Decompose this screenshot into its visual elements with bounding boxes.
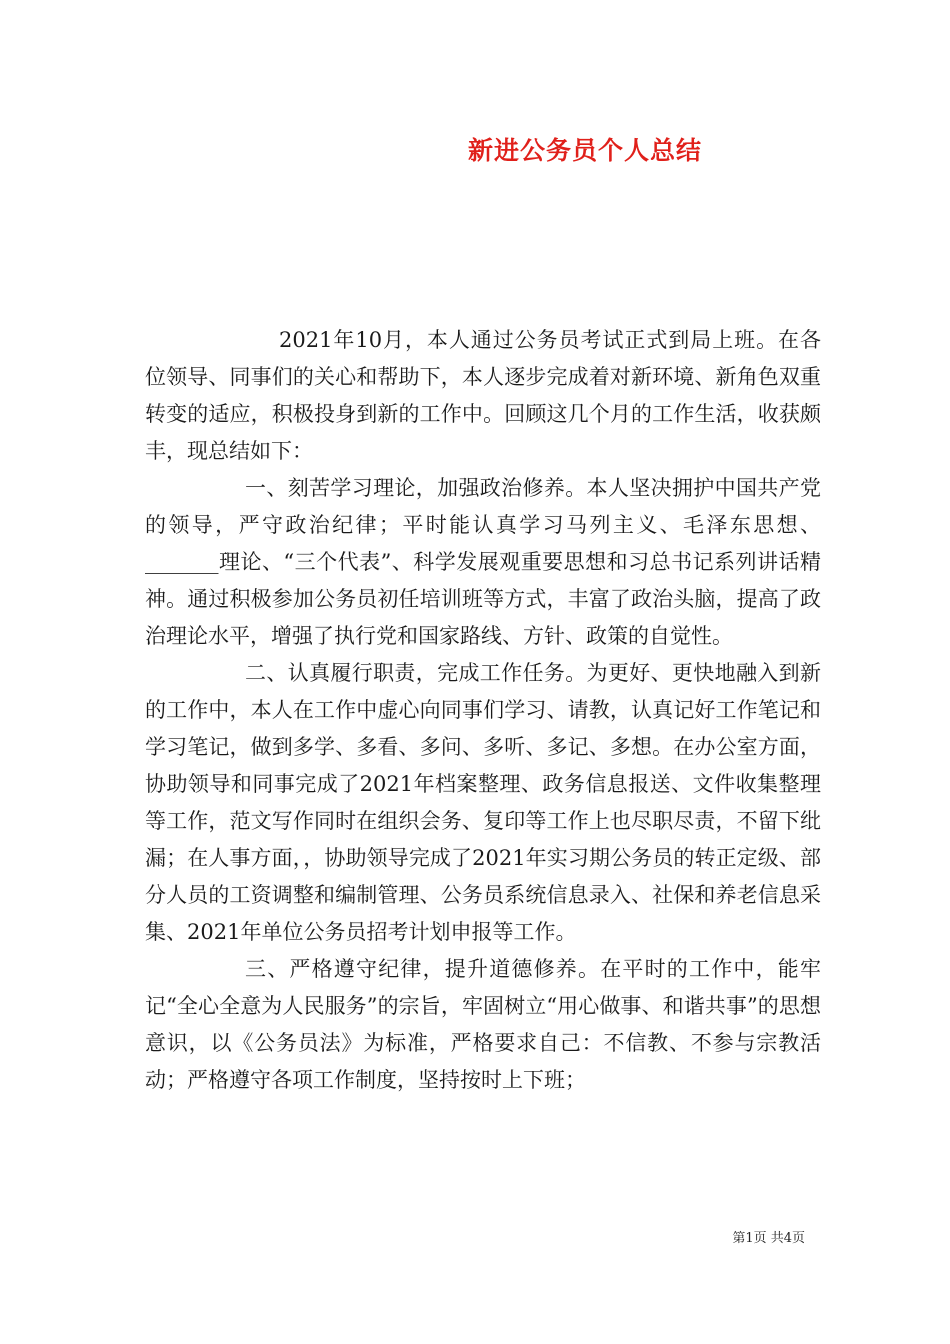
document-body bbox=[145, 322, 821, 1099]
paragraph-intro: 2021年10月，本人通过公务员考试正式到局上班。在各位领导、同事们的关心和帮助下，本人逐步完成着对新环境、新角色双重转变的适应，积极投身到新的工作中。回顾这几个月的工作生活，收获颇丰，现总结如下： bbox=[145, 328, 821, 463]
paragraph-section-1: 一、刻苦学习理论，加强政治修养。本人坚决拥护中国共产党的领导，严守政治纪律；平时能认真学习马列主义、毛泽东思想、_______理论、“三个代表”、科学发展观重要思想和习总书记系列讲话精神。通过积极参加公务员初任培训班等方式，丰富了政治头脑，提高了政治理论水平，增强了执行党和国家路线、方针、政策的自觉性。 bbox=[145, 476, 821, 648]
page-number-footer: 第1页 共4页 bbox=[732, 1231, 805, 1246]
paragraph-section-3: 三、严格遵守纪律，提升道德修养。在平时的工作中，能牢记“全心全意为人民服务”的宗旨，牢固树立“用心做事、和谐共事”的思想意识，以《公务员法》为标准，严格要求自己：不信教、不参与宗教活动；严格遵守各项工作制度，坚持按时上下班； bbox=[145, 957, 821, 1092]
document-title: 新进公务员个人总结 bbox=[467, 136, 702, 165]
paragraph-section-2: 二、认真履行职责，完成工作任务。为更好、更快地融入到新的工作中，本人在工作中虚心向同事们学习、请教，认真记好工作笔记和学习笔记，做到多学、多看、多问、多听、多记、多想。在办公室方面，协助领导和同事完成了2021年档案整理、政务信息报送、文件收集整理等工作，范文写作同时在组织会务、复印等工作上也尽职尽责，不留下纰漏；在人事方面，，协助领导完成了2021年实习期公务员的转正定级、部分人员的工资调整和编制管理、公务员系统信息录入、社保和养老信息采集、2021年单位公务员招考计划申报等工作。 bbox=[145, 661, 821, 944]
